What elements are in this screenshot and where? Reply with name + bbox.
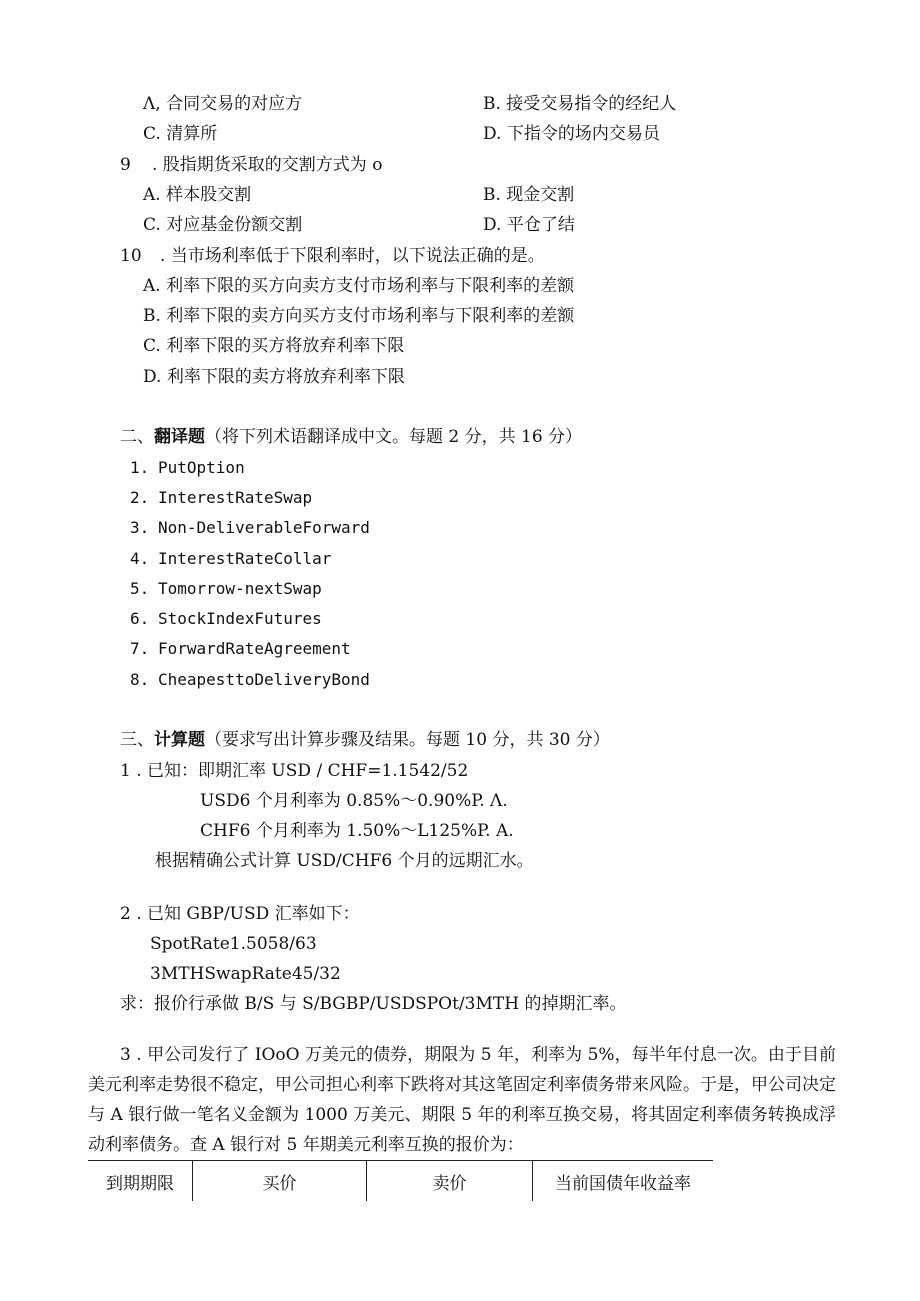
question-9-option-a: A. 样本股交割: [143, 185, 252, 205]
calc-3-paragraph: 3 . 甲公司发行了 IOoO 万美元的债券，期限为 5 年，利率为 5%，每半年付息一次。由于目前美元利率走势很不稳定，甲公司担心利率下跌将对其这笔固定利率债务带来风险。于是，甲公司决定与 A 银行做一笔名义金额为 1000 万美元、期限 5 年的利率互换交易，将其固定利率债务转换成浮动利率债务。查 A 银行对 5 年期美元利率互换的报价为：: [88, 1045, 836, 1155]
term-item-7: [130, 638, 351, 660]
term-number: 3.: [130, 518, 150, 537]
question-9-option-d: D. 平仓了结: [483, 215, 575, 235]
question-9-option-b: B. 现金交割: [483, 185, 575, 205]
section-3-label: 三、: [120, 730, 154, 750]
term-text: InterestRateCollar: [158, 549, 332, 568]
question-10-option-a: A. 利率下限的买方向卖方支付市场利率与下限利率的差额: [143, 276, 575, 296]
term-text: ForwardRateAgreement: [158, 639, 351, 658]
question-10-stem: . 当市场利率低于下限利率时，以下说法正确的是。: [160, 246, 545, 266]
calc-2-line-1: 2 . 已知 GBP/USD 汇率如下：: [120, 904, 360, 924]
term-text: InterestRateSwap: [158, 488, 313, 507]
header-ask: 卖价: [367, 1161, 533, 1202]
calc-1-line-3: CHF6 个月利率为 1.50%～L125%P. A.: [200, 821, 514, 841]
header-treasury-yield: 当前国债年收益率: [533, 1161, 714, 1202]
table-header-row: [88, 1161, 713, 1202]
section-2-heading: [120, 426, 582, 448]
question-10-number: 10: [120, 246, 142, 266]
calc-2-line-4: 求：报价行承做 B/S 与 S/BGBP/USDSPOt/3MTH 的掉期汇率。: [120, 994, 627, 1014]
term-text: CheapesttoDeliveryBond: [158, 670, 370, 689]
option-c-prev: C. 清算所: [143, 124, 218, 144]
header-maturity: 到期期限: [106, 1173, 174, 1194]
term-text: PutOption: [158, 458, 245, 477]
term-number: 7.: [130, 639, 150, 658]
term-number: 4.: [130, 549, 150, 568]
term-text: StockIndexFutures: [158, 609, 322, 628]
swap-quote-table: [88, 1160, 713, 1201]
option-a-prev: Λ, 合同交易的对应方: [143, 94, 303, 114]
term-item-8: [130, 669, 370, 691]
section-3-title: 计算题: [154, 730, 205, 750]
question-9-option-c: C. 对应基金份额交割: [143, 215, 303, 235]
header-bid: 买价: [193, 1161, 367, 1202]
question-10-option-d: D. 利率下限的卖方将放弃利率下限: [143, 367, 405, 387]
term-item-5: [130, 578, 322, 600]
term-text: Tomorrow-nextSwap: [158, 579, 322, 598]
term-number: 5.: [130, 579, 150, 598]
calc-1-line-2: USD6 个月利率为 0.85%～0.90%P. Λ.: [200, 791, 508, 811]
section-3-note: （要求写出计算步骤及结果。每题 10 分，共 30 分）: [205, 730, 610, 750]
calc-1-line-1: 1 . 已知：即期汇率 USD / CHF=1.1542/52: [120, 761, 469, 781]
term-number: 6.: [130, 609, 150, 628]
option-b-prev: B. 接受交易指令的经纪人: [483, 94, 677, 114]
term-item-6: [130, 608, 322, 630]
calc-2-line-3: 3MTHSwapRate45/32: [150, 964, 341, 984]
section-2-title: 翻译题: [154, 427, 205, 447]
term-number: 8.: [130, 670, 150, 689]
term-number: 2.: [130, 488, 150, 507]
term-item-1: [130, 457, 245, 479]
section-2-label: 二、: [120, 427, 154, 447]
calc-1-line-4: 根据精确公式计算 USD/CHF6 个月的远期汇水。: [155, 851, 534, 871]
option-d-prev: D. 下指令的场内交易员: [483, 124, 660, 144]
term-item-3: [130, 517, 370, 539]
question-10-option-b: B. 利率下限的卖方向买方支付市场利率与下限利率的差额: [143, 306, 575, 326]
question-9-number: 9: [120, 155, 131, 175]
section-3-heading: [120, 729, 610, 751]
section-2-note: （将下列术语翻译成中文。每题 2 分，共 16 分）: [205, 427, 583, 447]
term-number: 1.: [130, 458, 150, 477]
calc-2-line-2: SpotRate1.5058/63: [150, 934, 317, 954]
term-item-2: [130, 487, 313, 509]
question-10-option-c: C. 利率下限的买方将放弃利率下限: [143, 336, 405, 356]
term-text: Non-DeliverableForward: [158, 518, 370, 537]
question-9-stem: . 股指期货采取的交割方式为 o: [152, 155, 383, 175]
term-item-4: [130, 548, 332, 570]
